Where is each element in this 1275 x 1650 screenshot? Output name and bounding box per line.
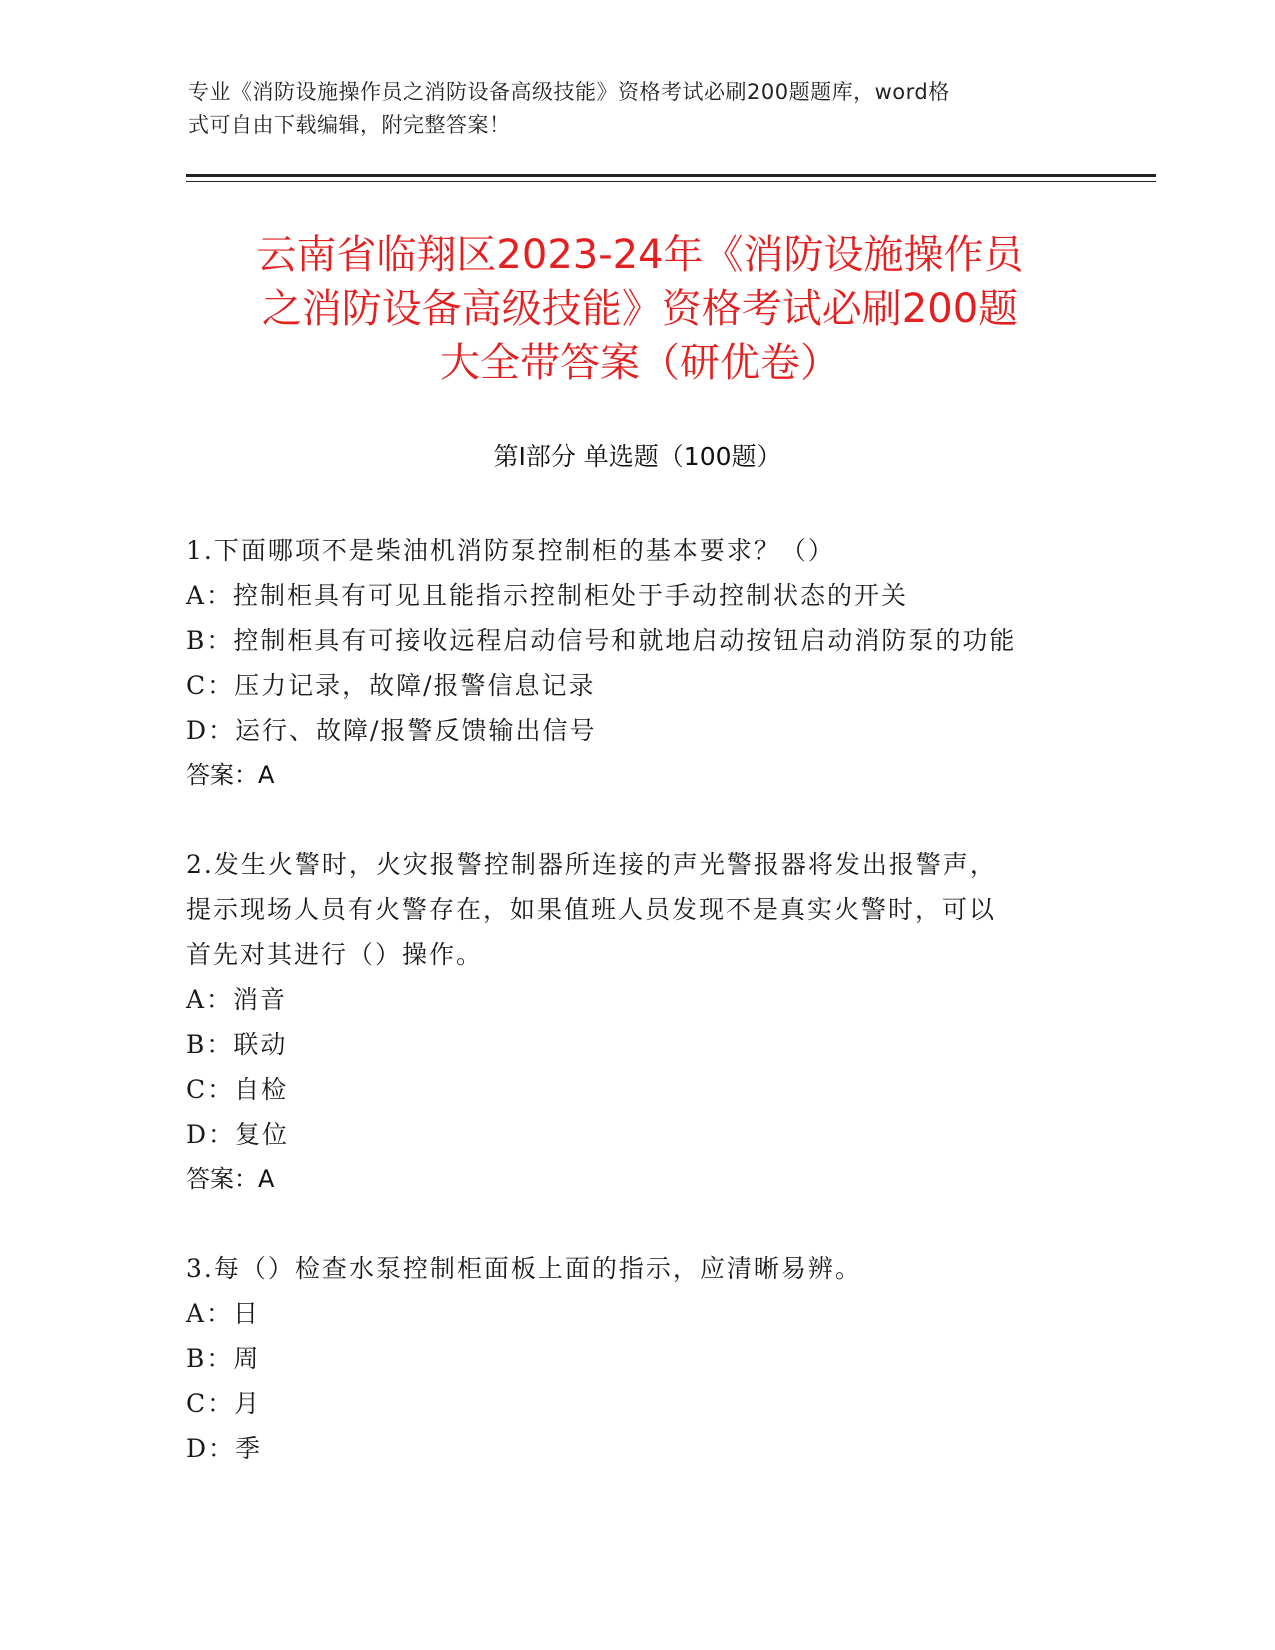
option-a: A：消音 xyxy=(186,985,288,1014)
header-divider-thick xyxy=(186,174,1156,177)
question-stem: 3.每（）检查水泵控制柜面板上面的指示，应清晰易辨。 xyxy=(186,1254,862,1283)
header-divider-thin xyxy=(186,181,1156,182)
question-list xyxy=(186,528,1086,1515)
document-title-line2: 之消防设备高级技能》资格考试必刷200题 xyxy=(261,286,1019,332)
option-b: B：控制柜具有可接收远程启动信号和就地启动按钮启动消防泵的功能 xyxy=(186,626,1017,655)
question-2 xyxy=(186,842,1086,1202)
question-stem: 提示现场人员有火警存在，如果值班人员发现不是真实火警时，可以 xyxy=(186,895,997,924)
option-b: B：联动 xyxy=(186,1030,288,1059)
question-3 xyxy=(186,1246,1086,1471)
option-d: D：运行、故障/报警反馈输出信号 xyxy=(186,716,597,745)
question-stem: 2.发生火警时，火灾报警控制器所连接的声光警报器将发出报警声， xyxy=(186,850,997,879)
question-stem: 1.下面哪项不是柴油机消防泵控制柜的基本要求？（） xyxy=(186,536,835,565)
option-c: C：月 xyxy=(186,1389,262,1418)
section-title: 第Ⅰ部分 单选题（100题） xyxy=(493,442,782,471)
header-note xyxy=(188,76,1068,142)
option-d: D：复位 xyxy=(186,1120,290,1149)
option-b: B：周 xyxy=(186,1344,261,1373)
option-d: D：季 xyxy=(186,1434,263,1463)
option-c: C：压力记录，故障/报警信息记录 xyxy=(186,671,596,700)
option-c: C：自检 xyxy=(186,1075,289,1104)
answer: 答案：A xyxy=(186,1165,275,1193)
document-title-line3: 大全带答案（研优卷） xyxy=(440,340,840,386)
option-a: A：控制柜具有可见且能指示控制柜处于手动控制状态的开关 xyxy=(186,581,909,610)
question-1 xyxy=(186,528,1086,798)
document-title-line1: 云南省临翔区2023-24年《消防设施操作员 xyxy=(256,232,1024,278)
document-title xyxy=(190,228,1090,390)
header-note-line1: 专业《消防设施操作员之消防设备高级技能》资格考试必刷200题题库，word格 xyxy=(188,80,950,104)
answer: 答案：A xyxy=(186,761,275,789)
header-note-line2: 式可自由下载编辑，附完整答案！ xyxy=(188,113,511,137)
question-stem: 首先对其进行（）操作。 xyxy=(186,940,484,969)
option-a: A：日 xyxy=(186,1299,261,1328)
